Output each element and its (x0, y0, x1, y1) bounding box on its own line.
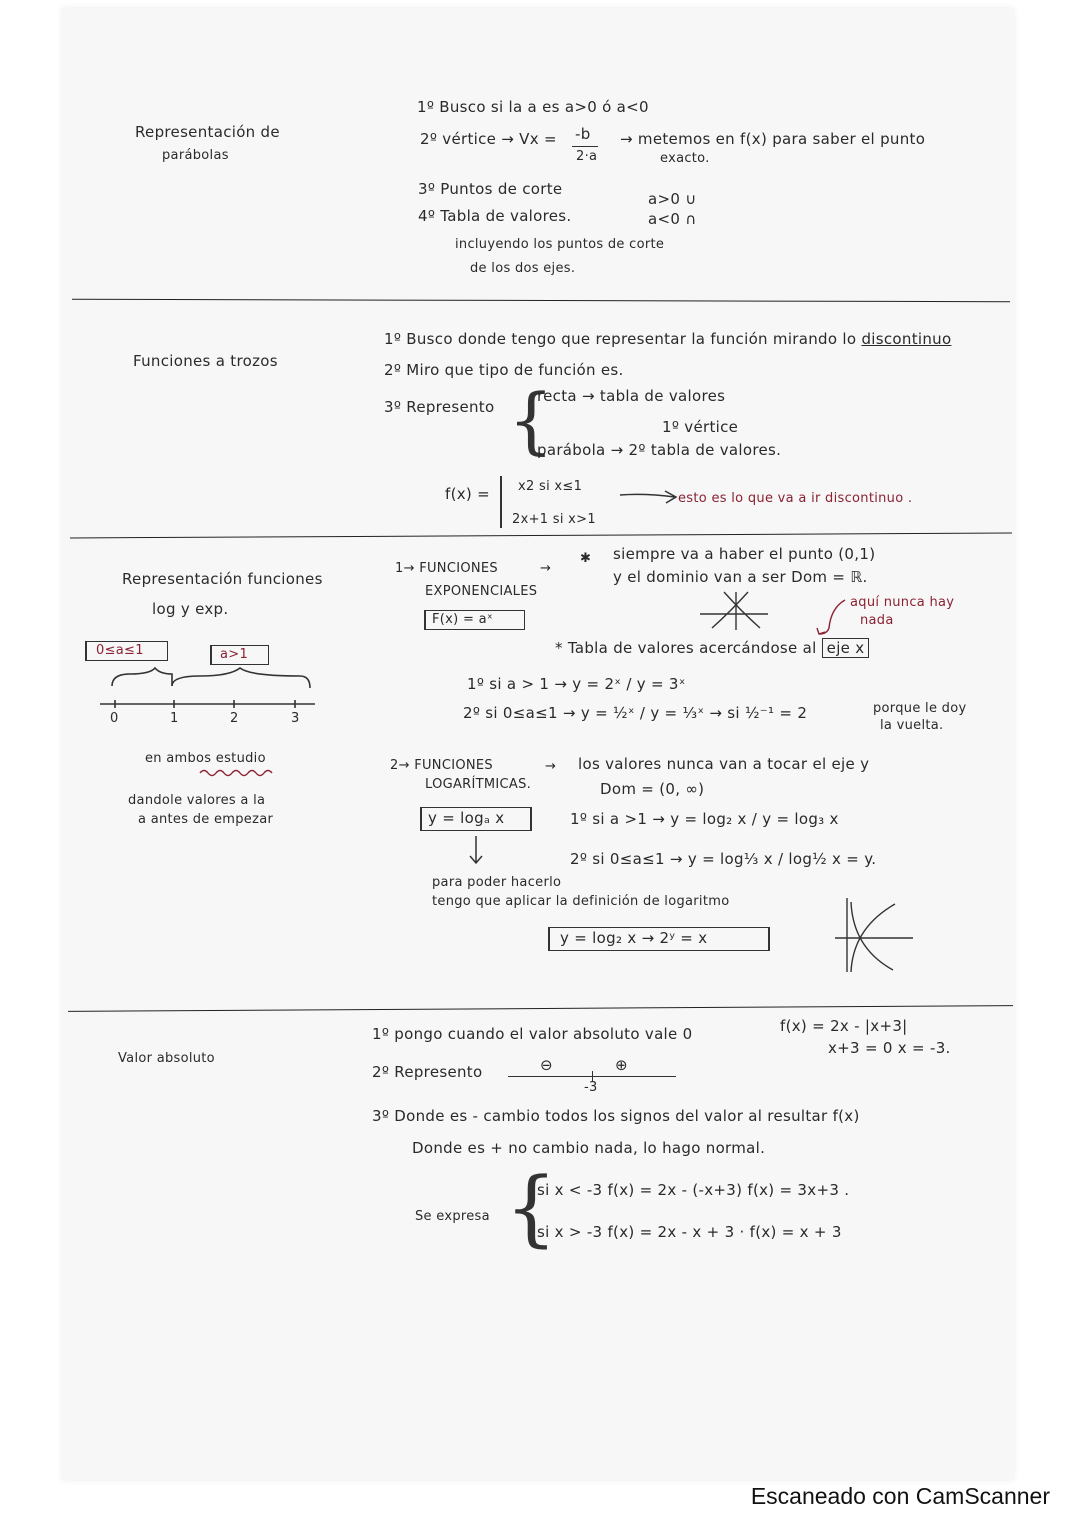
exp-red-note1: aquí nunca hay (850, 595, 955, 610)
squiggle-underline (200, 768, 280, 778)
exp-case1: 1º si a > 1 → y = 2ˣ / y = 3ˣ (467, 675, 686, 693)
brace-icon: { (508, 378, 554, 462)
exp-bullet-line2: y el dominio van a ser Dom = ℝ. (613, 568, 868, 586)
exp-case2-note2: la vuelta. (880, 718, 944, 733)
fraction-bar (572, 146, 598, 147)
tick-label-3: 3 (291, 711, 300, 726)
section3-note1: en ambos estudio (145, 751, 266, 766)
section4-eq2: x+3 = 0 x = -3. (828, 1039, 951, 1057)
section2-step1-text: 1º Busco donde tengo que representar la función mirando lo (384, 330, 862, 348)
log-heading-line2: LOGARÍTMICAS. (425, 777, 532, 792)
section1-step2: 2º vértice → Vx = (420, 130, 557, 148)
log-def-line1: para poder hacerlo (432, 875, 562, 890)
section3-title-line2: log y exp. (152, 600, 229, 618)
red-pointer-arrow-icon (815, 598, 855, 640)
log-case1: 1º si a >1 → y = log₂ x / y = log₃ x (570, 810, 839, 828)
section2-recta: recta → tabla de valores (537, 387, 726, 405)
piecewise-bar (500, 476, 502, 528)
section2-arrow-note: esto es lo que va a ir discontinuo . (678, 491, 913, 506)
exp-table (555, 639, 869, 657)
section4-step1: 1º pongo cuando el valor absoluto vale 0 (372, 1025, 693, 1043)
down-arrow-icon (466, 836, 486, 868)
log-graph-sketch (835, 898, 915, 974)
exp-arrow: → (540, 561, 552, 576)
section1-title-line1: Representación de (135, 123, 280, 141)
exp-case2-note1: porque le doy (873, 701, 967, 716)
tick-label-1: 1 (170, 711, 179, 726)
section4-case1: si x < -3 f(x) = 2x - (-x+3) f(x) = 3x+3 . (537, 1181, 850, 1199)
sign-line-point: -3 (584, 1080, 598, 1095)
section1-step3: 3º Puntos de corte (418, 180, 563, 198)
log-formula: y = logₐ x (428, 809, 505, 827)
section2-case1: x2 si x≤1 (518, 479, 583, 494)
log-heading-line1: 2→ FUNCIONES (390, 758, 493, 773)
exp-table-text: * Tabla de valores acercándose al (555, 639, 822, 657)
log-note1: los valores nunca van a tocar el eje y (578, 755, 870, 773)
section2-step2: 2º Miro que tipo de función es. (384, 361, 624, 379)
log-def-line2: tengo que aplicar la definición de logaritmo (432, 894, 730, 909)
section3-note2: dandole valores a la (128, 793, 266, 808)
section1-step4: 4º Tabla de valores. (418, 207, 572, 225)
log-case2: 2º si 0≤a≤1 → y = log⅓ x / log½ x = y. (570, 850, 877, 868)
section1-title-line2: parábolas (162, 148, 229, 163)
section4-step2: 2º Represento (372, 1063, 483, 1081)
exp-eje-box: eje x (822, 638, 870, 658)
section2-fx: f(x) = (445, 485, 490, 503)
exp-bullet-line1: siempre va a haber el punto (0,1) (613, 545, 876, 563)
asterisk-bullet-icon: ✱ (580, 551, 592, 566)
exp-formula: F(x) = aˣ (432, 612, 493, 627)
section4-title: Valor absoluto (118, 1051, 215, 1066)
exp-red-note2: nada (860, 613, 894, 628)
exp-heading-line2: EXPONENCIALES (425, 584, 538, 599)
log-definition: y = log₂ x → 2ʸ = x (560, 929, 708, 947)
plus-circle-icon: ⊕ (615, 1056, 628, 1074)
number-line (100, 668, 320, 718)
section2-case2: 2x+1 si x>1 (512, 512, 596, 527)
section1-step2-denominator: 2·a (576, 149, 598, 164)
paper-sheet (62, 8, 1014, 1480)
minus-circle-icon: ⊖ (540, 1056, 553, 1074)
section4-eq1: f(x) = 2x - |x+3| (780, 1017, 908, 1035)
log-note2: Dom = (0, ∞) (600, 780, 705, 798)
section4-case2: si x > -3 f(x) = 2x - x + 3 · f(x) = x + 3 (537, 1223, 842, 1241)
section2-title: Funciones a trozos (133, 352, 278, 370)
exp-heading-line1: 1→ FUNCIONES (395, 561, 498, 576)
section1-step2-exacto: exacto. (660, 151, 710, 166)
range-box-large-label: a>1 (220, 647, 249, 662)
brace-icon: { (505, 1161, 558, 1256)
section4-step3-line1: 3º Donde es - cambio todos los signos del valor al resultar f(x) (372, 1107, 860, 1125)
log-arrow: → (545, 759, 557, 774)
section4-step3-line2: Donde es + no cambio nada, lo hago normal. (412, 1139, 766, 1157)
camscanner-watermark: Escaneado con CamScanner (750, 1483, 1050, 1509)
section2-parabola: parábola → 2º tabla de valores. (537, 441, 782, 459)
section3-title-line1: Representación funciones (122, 570, 323, 588)
section1-step4-note: a<0 ∩ (648, 210, 697, 228)
range-box-small-label: 0≤a≤1 (96, 643, 144, 658)
section2-step3: 3º Represento (384, 398, 495, 416)
section1-step2-text: → metemos en f(x) para saber el punto (620, 130, 926, 148)
tick-label-0: 0 (110, 711, 119, 726)
section1-step2-numerator: -b (575, 125, 591, 143)
section2-vertice: 1º vértice (662, 418, 739, 436)
section3-note3: a antes de empezar (138, 812, 274, 827)
right-arrow-icon (620, 485, 680, 515)
section2-step1-underlined: discontinuo (861, 330, 952, 348)
section4-se-expresa: Se expresa (415, 1209, 490, 1224)
exp-graph-sketch (700, 592, 770, 632)
tick-label-2: 2 (230, 711, 239, 726)
section1-step4-line2: incluyendo los puntos de corte (455, 237, 665, 252)
section1-step1: 1º Busco si la a es a>0 ó a<0 (417, 98, 649, 116)
exp-case2: 2º si 0≤a≤1 → y = ½ˣ / y = ⅓ˣ → si ½⁻¹ = 2 (463, 704, 808, 722)
section2-step1 (384, 330, 951, 348)
section1-step3-note: a>0 ∪ (648, 190, 697, 208)
section1-step4-line3: de los dos ejes. (470, 261, 576, 276)
